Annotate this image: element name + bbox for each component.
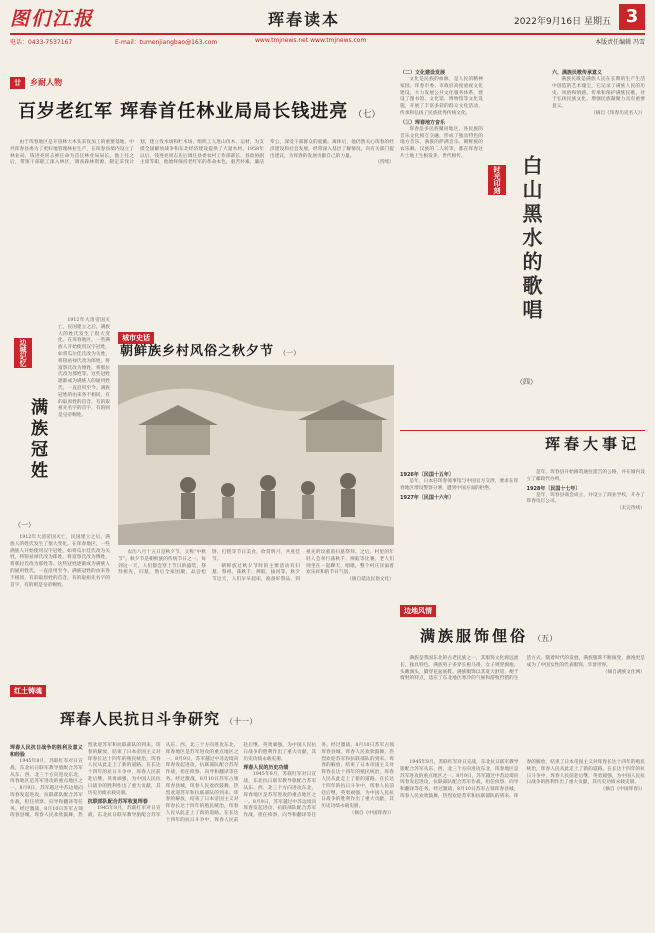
column2-section3-body: 满族民歌是满族人民在长期的生产生活中创造的艺术瑰宝，它记录了满族人民的历史、风俗和情感。传承和保护满族民歌，对于弘扬民族文化、增强民族凝聚力具有重要意义。: [552, 77, 645, 110]
phone-text: 电话：0433-7537167: [10, 39, 73, 46]
article3-tag-row: [10, 678, 90, 695]
article1-title: 百岁老红军 珲春首任林业局局长钱进亮: [18, 101, 349, 122]
event-year: 1926年〔民国十五年〕: [400, 472, 454, 478]
column2-footer: （摘自《珲春历史名人》）: [591, 110, 645, 116]
article2-title-box: [120, 340, 400, 362]
article3-paragraph: 1945年8月，苏联红军对日宣战，东北抗日联军教导旅配合苏军从东、西、北三个方向进攻东北，珲春地区是苏军进攻的重点地区之一。8月9日，苏军越过中苏边境向珲春发起进攻，抗联部队配合苏军作战，担任侦察、向导和翻译等任务。经过激战，8月10日苏军占领珲春县城，珲春人民欢欣鼓舞，热烈欢迎苏军和抗联部队的到来。珲春的解放，结束了日本帝国主义对珲春长达十四年的殖民统治，珲春人民从此走上了新的道路。在长达十四年的抗日斗争中，珲春人民前赴后继，英勇顽强，为中国人民抗日战争的胜利作出了重大贡献，其历史功绩永载史册。: [87, 743, 317, 823]
article3-title: 珲春人民抗日斗争研究: [60, 710, 221, 728]
column3-title: 满族服饰俚俗: [420, 627, 529, 645]
column2-section2-head: （三）珲春地方音乐: [400, 119, 446, 126]
article1-body: [10, 140, 394, 312]
column2-section2-body: 珲春是多民族聚居地区，各民族的音乐文化相互交融，形成了独具特色的地方音乐。满族的萨满音乐、朝鲜族的农乐舞、汉族的二人转等，都在珲春这片土地上生根发芽，世代相传。: [400, 126, 483, 159]
column1-part: （一）: [14, 521, 35, 529]
newspaper-logo: 图们江报: [10, 8, 95, 30]
article3-title-box: [60, 708, 390, 734]
events-title-box: [520, 433, 640, 457]
article2-caption: 农历八月十五日是秋夕节，又称“中秋节”。秋夕节是朝鲜族的传统节日之一。每到这一天，人们都会穿上节日的盛装，祭拜祖先，扫墓，然后全家团聚，品尝松饼、打糕等节日美食，欣赏明月，共度佳节。: [118, 550, 300, 576]
article3-paragraph: 1945年8月，苏联红军对日宣战，东北抗日联军教导旅配合苏军从东、西、北三个方向进攻东北，珲春地区是苏军进攻的重点地区之一。8月9日，苏军越过中苏边境向珲春发起进攻，抗联部队配合苏军作战，担任侦察、向导和翻译等任务。经过激战，8月10日苏军占领珲春县城，珲春人民欢欣鼓舞，热烈欢迎苏军和抗联部队的到来。珲春的解放，结束了日本帝国主义对珲春长达十四年的殖民统治，珲春人民从此走上了新的道路。在长达十四年的抗日斗争中，珲春人民前赴后继，英勇顽强，为中国人民抗日战争的胜利作出了重大贡献，其历史功绩永载史册。: [243, 743, 394, 819]
masthead: [10, 4, 645, 32]
section-title: 珲春读本: [268, 10, 341, 29]
article2-title: 朝鲜族乡村风俗之秋夕节: [120, 344, 275, 359]
article3-paragraph-cont: 1945年8月，苏联红军对日宣战，东北抗日联军教导旅配合苏军从东、西、北三个方向进攻东北，珲春地区是苏军进攻的重点地区之一。8月9日，苏军越过中苏边境向珲春发起进攻，抗联部队配合苏军作战，担任侦察、向导和翻译等任务。经过激战，8月10日苏军占领珲春县城，珲春人民欢欣鼓舞，热烈欢迎苏军和抗联部队的到来。珲春的解放，结束了日本帝国主义对珲春长达十四年的殖民统治，珲春人民从此走上了新的道路。在长达十四年的抗日斗争中，珲春人民前赴后继，英勇顽强，为中国人民抗日战争的胜利作出了重大贡献，其历史功绩永载史册。: [400, 760, 645, 799]
article1-title-box: [18, 97, 388, 129]
column2-tag: 时光印刻: [488, 165, 506, 195]
article2-footer: （摘自延边民俗文化）: [347, 577, 394, 583]
article2-illustration: [118, 365, 394, 545]
article2-paragraph: 朝鲜族过秋夕节时的主要活动有扫墓、祭祖、荡秋千、摔跤、拔河等。秋夕节这天，人们早早起床，准备好祭品，到祖先的坟墓前扫墓祭拜。之后，村里的年轻人会举行荡秋千、摔跤等比赛，老人们则坐在一起聊天、唱歌，整个村庄洋溢着欢乐祥和的节日气氛。: [212, 550, 394, 583]
column1-paragraph-cont: 1912年大清帝国灭亡，民国建立之后，满族人的姓氏发生了很大变化。在珲春地区，一些满族人开始使用汉字冠姓，如将瓜尔佳氏改为关姓，将钮祜禄氏改为郎姓，将富察氏改为傅姓，将那拉氏改为那姓等。这些冠姓逐渐成为满族人的通用姓氏，一直沿用至今。满族冠姓的由来各不相同，有的取原姓的首音，有的取祖先名字的首字，有的则是皇帝赐姓。: [10, 535, 110, 588]
issue-date: 2022年9月16日 星期五: [514, 17, 611, 27]
page-number: 3: [619, 4, 645, 30]
column1-body-cont: [10, 535, 110, 665]
article3-tag: 红土铸魂: [10, 685, 46, 697]
event-item: 是年，珲春县商会成立，并设立了商业学校，开办了珲春电灯公司。: [526, 492, 645, 505]
column2-tag-box: [488, 165, 504, 215]
article1-part: （七）: [353, 110, 381, 120]
article3-paragraph: 1945年8月，苏联红军对日宣战，东北抗日联军教导旅配合苏军从东、西、北三个方向进攻东北，珲春地区是苏军进攻的重点地区之一。8月9日，苏军越过中苏边境向珲春发起进攻，抗联部队配合苏军作战，担任侦察、向导和翻译等任务。经过激战，8月10日苏军占领珲春县城，珲春人民欢欣鼓舞，热烈欢迎苏军和抗联部队的到来。珲春的解放，结束了日本帝国主义对珲春长达十四年的殖民统治，珲春人民从此走上了新的道路。在长达十四年的抗日斗争中，珲春人民前赴后继，英勇顽强，为中国人民抗日战争的胜利作出了重大贡献，其历史功绩永载史册。: [10, 743, 161, 819]
column1-title: 满族冠姓: [27, 398, 47, 482]
article1-tag-label: 乡耐人物: [30, 78, 63, 87]
article1-footer: （待续）: [375, 160, 394, 166]
article3-part: （十一）: [225, 717, 258, 726]
column1-body: [58, 318, 110, 520]
column3-body: [400, 656, 645, 756]
column2-title: 白山黑水的歌唱: [519, 155, 543, 323]
article3-footer: （摘自《中国珲春》）: [349, 810, 394, 816]
event-item: 是年，珲春县开始修筑通往延吉的公路，并在城内设立了邮政代办所。: [526, 470, 645, 482]
events-footer: （未完待续）: [616, 506, 645, 512]
article3-body: [10, 743, 394, 923]
column2-part: （四）: [516, 378, 537, 386]
article2-body: [118, 550, 394, 660]
events-rule: [400, 430, 645, 431]
column1-tag-box: [14, 338, 54, 378]
column3-part: （五）: [533, 634, 558, 643]
event-item: 是年，日本驻珲春领事馆与中国官方交涉，要求在珲春地区增设警察分署，遭到中国方面的拒绝。: [400, 479, 519, 491]
article3-head1: 珲春人民抗日战争的胜利及意义和经验: [10, 745, 83, 758]
column3-paragraph: 满族是我国东北的古老民族之一，其服饰文化源远流长，独具特色。满族男子多穿长袍马褂，女子则穿旗袍，头戴旗头，脚穿花盆底鞋。满族服饰以其宽大舒适、便于骑射的特点，适应了东北地区寒冷的气候和游牧狩猎的生活方式。随着时代的发展，满族服饰不断演变，旗袍更是成为了中国女性的代表服饰，享誉世界。: [400, 656, 645, 682]
article1-paragraph: 由于珲春地区是开垦林大木头采伐加工的重要基地，中共珲春县委为了更好地管理林业生产，在珲春县境内设立了林业局，钱进亮同志被任命为首任林业局局长。他上任之后，带领干部职工深入林区，调查森林资源，制定采伐计划，建立伐木场和贮木场，组织工人进山伐木、运材，为支援全国解放战争和东北经济建设提供了大量木材。1958年以后，钱进亮同志先后调任县委农村工作部部长、县政协副主席等职，他始终保持老红军的革命本色，艰苦朴素，廉洁奉公，深受干部群众的爱戴。离休后，他仍然关心珲春的经济建设和社会发展，经常深入基层了解情况，向有关部门提出建议，为珲春的发展贡献自己的力量。: [10, 140, 394, 166]
column2-title-area: [488, 65, 548, 405]
email-text: E-mail：tumenjiangbao@163.com: [115, 39, 218, 46]
article3-footer-cont: （摘自《中国珲春》）: [600, 787, 645, 793]
article2-part: （一）: [279, 349, 301, 357]
info-bar: [10, 33, 645, 45]
article1-tag-row: [10, 70, 120, 87]
column3-footer: （摘自满族文化网）: [602, 669, 645, 675]
article2-tag: 城市史话: [118, 332, 154, 344]
website-text: www.tmjnews.net www.tmjnews.com: [255, 37, 367, 44]
column2-right: [552, 68, 645, 470]
events-list: [400, 470, 645, 580]
article3-continued: [400, 760, 645, 920]
column1-tag: 边城记忆: [14, 338, 32, 368]
article3-head3: 珲春人民的历史功绩: [243, 765, 289, 772]
column2-section3-head: 六、满族民歌传承意义: [552, 70, 603, 76]
column2-section1-head: （二）文化建设发展: [400, 70, 446, 76]
column2-section1-body: 文化是民族的血脉，是人民的精神家园。珲春市委、市政府高度重视文化建设，大力发展公共文化服务体系，建设了图书馆、文化馆、博物馆等文化设施，开展了丰富多彩的群众文化活动，传承和弘扬了民族优秀传统文化。: [400, 77, 483, 116]
article3-head2: 抗联部队配合苏军收复珲春: [87, 799, 148, 806]
event-year: 1928年〔民国十七年〕: [526, 485, 581, 492]
article1-tag-icon: 廿: [10, 77, 25, 89]
column1: [10, 318, 110, 520]
column1-paragraph: 1912年大清帝国灭亡，民国建立之后，满族人的姓氏发生了很大变化。在珲春地区，一些满族人开始使用汉字冠姓，如将瓜尔佳氏改为关姓，将钮祜禄氏改为郎姓，将富察氏改为傅姓，将那拉氏改为那姓等。这些冠姓逐渐成为满族人的通用姓氏，一直沿用至今。满族冠姓的由来各不相同，有的取原姓的首音，有的取祖先名字的首字，有的则是皇帝赐姓。: [58, 318, 110, 419]
editor-text: 本版责任编辑 冯雪: [595, 39, 645, 46]
event-year: 1927年〔民国十六年〕: [400, 494, 454, 501]
column2-left: [400, 68, 483, 470]
article2-tag-row: [118, 325, 198, 342]
village-scene-image: [118, 365, 394, 545]
events-title: 珲春大事记: [544, 435, 640, 453]
column3-title-box: [420, 625, 645, 649]
column3-tag-row: [400, 598, 480, 615]
column3-tag: 边地风情: [400, 605, 436, 617]
